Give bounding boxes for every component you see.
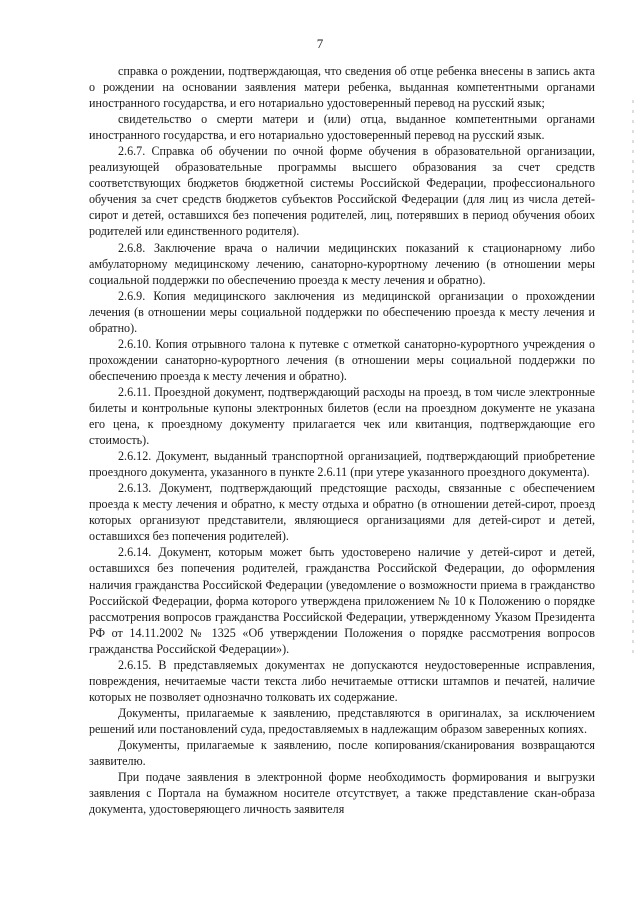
paragraph-2-6-12: 2.6.12. Документ, выданный транспортной организацией, подтверждающий приобретение проездного документа, указанного в пункте 2.6.11 (при утере указанного проездного документа). bbox=[89, 449, 595, 480]
paragraph-2-6-15: 2.6.15. В представляемых документах не допускаются неудостоверенные исправления, повреждения, нечитаемые части текста либо нечитаемые оттиски штампов и печатей, наличие которых не позволяет однозначно толковать их содержание. bbox=[89, 657, 595, 704]
paragraph-death-certificate: свидетельство о смерти матери и (или) отца, выданное компетентными органами иностранного государства, и его нотариально удостоверенный перевод на русский язык. bbox=[89, 112, 595, 143]
paragraph-2-6-14: 2.6.14. Документ, которым может быть удостоверено наличие у детей-сирот и детей, оставшихся без попечения родителей, гражданства Российской Федерации, до оформления наличия гражданства Российской Федерации (уведомление о возможности приема в гражданство Российской Федерации, форма которого утверждена приложением № 10 к Положению о порядке рассмотрения вопросов гражданства Российской Федерации, утвержденному Указом Президента РФ от 14.11.2002 № 1325 «Об утверждении Положения о порядке рассмотрения вопросов гражданства Российской Федерации»). bbox=[89, 545, 595, 656]
paragraph-birth-certificate: справка о рождении, подтверждающая, что сведения об отце ребенка внесены в запись акта о рождении на основании заявления матери ребенка, выданная компетентными органами иностранного государства, и его нотариально удостоверенный перевод на русский язык; bbox=[89, 64, 595, 111]
scan-edge-artifact bbox=[632, 100, 634, 660]
paragraph-2-6-9: 2.6.9. Копия медицинского заключения из медицинской организации о прохождении лечения (в отношении меры социальной поддержки по обеспечению проезда к месту лечения и обратно). bbox=[89, 288, 595, 335]
paragraph-return: Документы, прилагаемые к заявлению, после копирования/сканирования возвращаются заявителю. bbox=[89, 737, 595, 769]
paragraph-2-6-13: 2.6.13. Документ, подтверждающий предстоящие расходы, связанные с обеспечением проезда к месту лечения и обратно, к месту отдыха и обратно (в отношении детей-сирот, проезд которых организуют представители, являющиеся организациями для детей-сирот и детей, оставшихся без попечения родителей). bbox=[89, 481, 595, 544]
paragraph-2-6-10: 2.6.10. Копия отрывного талона к путевке с отметкой санаторно-курортного учреждения о прохождении санаторно-курортного лечения (в отношении меры социальной поддержки по обеспечению проезда к месту лечения и обратно). bbox=[89, 336, 595, 383]
paragraph-2-6-11: 2.6.11. Проездной документ, подтверждающий расходы на проезд, в том числе электронные билеты и контрольные купоны электронных билетов (если на проездном документе не указана его цена, к проездному документу прилагается чек или квитанция, подтверждающие его стоимость). bbox=[89, 384, 595, 448]
paragraph-originals: Документы, прилагаемые к заявлению, представляются в оригиналах, за исключением решений или постановлений суда, предоставляемых в надлежащим образом заверенных копиях. bbox=[89, 705, 595, 736]
page-number: 7 bbox=[316, 36, 324, 51]
document-body bbox=[89, 63, 595, 817]
paragraph-2-6-7: 2.6.7. Справка об обучении по очной форме обучения в образовательной организации, реализующей образовательные программы высшего образования за счет средств соответствующих бюджетов бюджетной системы Российской Федерации, профессионального обучения за счет средств бюджетов субъектов Российской Федерации (для лиц из числа детей-сирот и детей, оставшихся без попечения родителей, лиц, потерявших в период обучения обоих родителей или единственного родителя). bbox=[89, 144, 595, 239]
paragraph-electronic: При подаче заявления в электронной форме необходимость формирования и выгрузки заявления с Портала на бумажном носителе отсутствует, а также представление скан-образа документа, удостоверяющего личность заявителя bbox=[89, 770, 595, 817]
paragraph-2-6-8: 2.6.8. Заключение врача о наличии медицинских показаний к стационарному либо амбулаторному медицинскому лечению, санаторно-курортному лечению (в отношении меры социальной поддержки по обеспечению проезда к месту лечения и обратно). bbox=[89, 240, 595, 287]
